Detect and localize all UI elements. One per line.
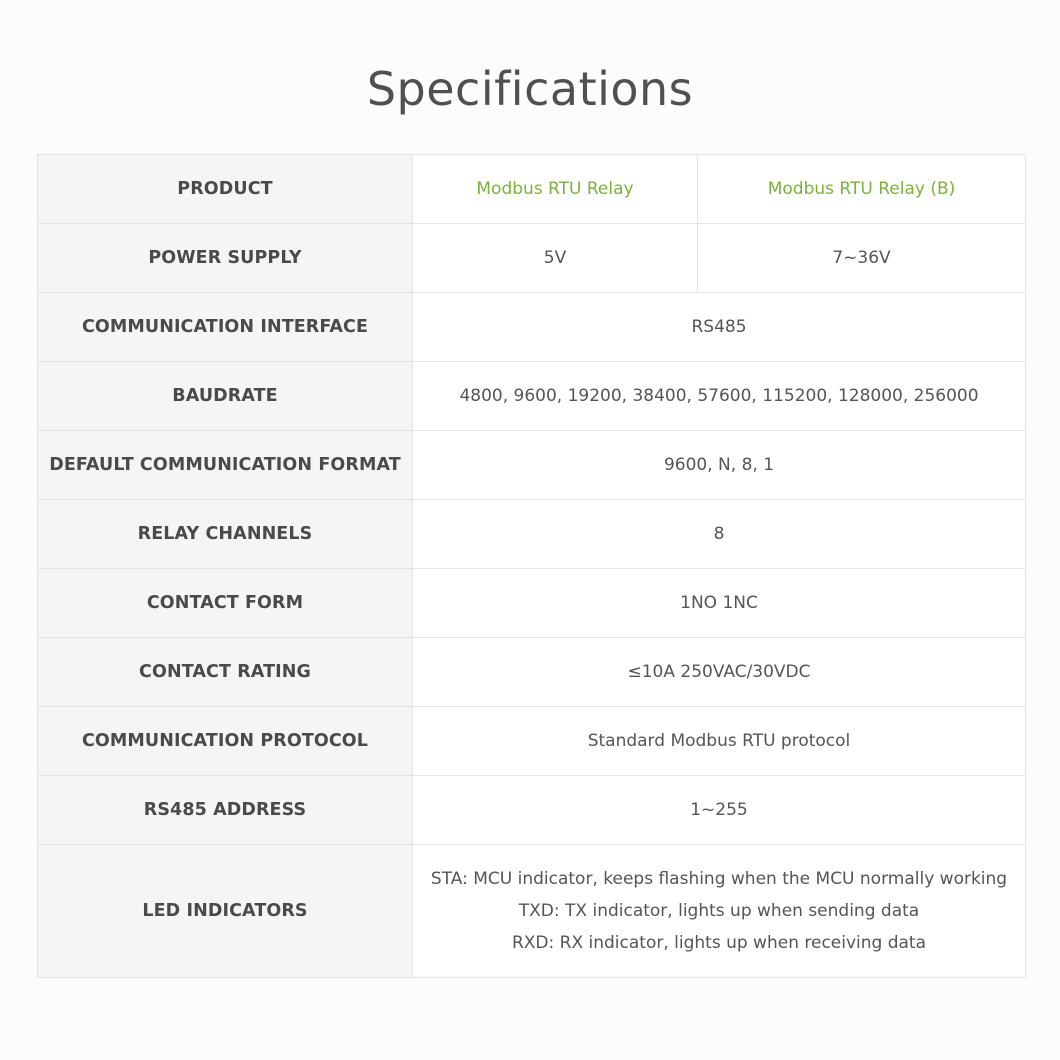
table-row-power-supply [38,224,1026,293]
table-row-contact-rating [38,638,1026,707]
table-row-relay-channels [38,500,1026,569]
value-cell: 8 [413,500,1026,569]
table-row-communication-interface [38,293,1026,362]
table-row-default-format [38,431,1026,500]
table-row-rs485-address [38,776,1026,845]
specifications-table [37,154,1026,978]
led-indicator-line: STA: MCU indicator, keeps flashing when the MCU normally working [430,869,1008,889]
value-cell: 1NO 1NC [413,569,1026,638]
value-cell: 7~36V [698,224,1026,293]
value-cell: 1~255 [413,776,1026,845]
value-cell: 5V [413,224,698,293]
row-label: CONTACT RATING [38,638,413,707]
table-row-contact-form [38,569,1026,638]
value-cell: ≤10A 250VAC/30VDC [413,638,1026,707]
row-label: CONTACT FORM [38,569,413,638]
table-row-led-indicators [38,845,1026,978]
value-cell: Standard Modbus RTU protocol [413,707,1026,776]
table-row-communication-protocol [38,707,1026,776]
table-row-product [38,155,1026,224]
row-label: PRODUCT [38,155,413,224]
value-cell: 4800, 9600, 19200, 38400, 57600, 115200, 128000, 256000 [413,362,1026,431]
led-indicator-line: TXD: TX indicator, lights up when sending data [518,901,920,921]
page-title: Specifications [366,62,694,116]
row-label: RELAY CHANNELS [38,500,413,569]
row-label: BAUDRATE [38,362,413,431]
row-label: DEFAULT COMMUNICATION FORMAT [38,431,413,500]
row-label: LED INDICATORS [38,845,413,978]
product-name-cell: Modbus RTU Relay [413,155,698,224]
product-name-cell: Modbus RTU Relay (B) [698,155,1026,224]
row-label: COMMUNICATION INTERFACE [38,293,413,362]
value-cell: RS485 [413,293,1026,362]
row-label: POWER SUPPLY [38,224,413,293]
led-indicator-line: RXD: RX indicator, lights up when receiving data [511,933,927,953]
row-label: COMMUNICATION PROTOCOL [38,707,413,776]
value-cell [413,845,1026,978]
row-label: RS485 ADDRESS [38,776,413,845]
table-row-baudrate [38,362,1026,431]
value-cell: 9600, N, 8, 1 [413,431,1026,500]
